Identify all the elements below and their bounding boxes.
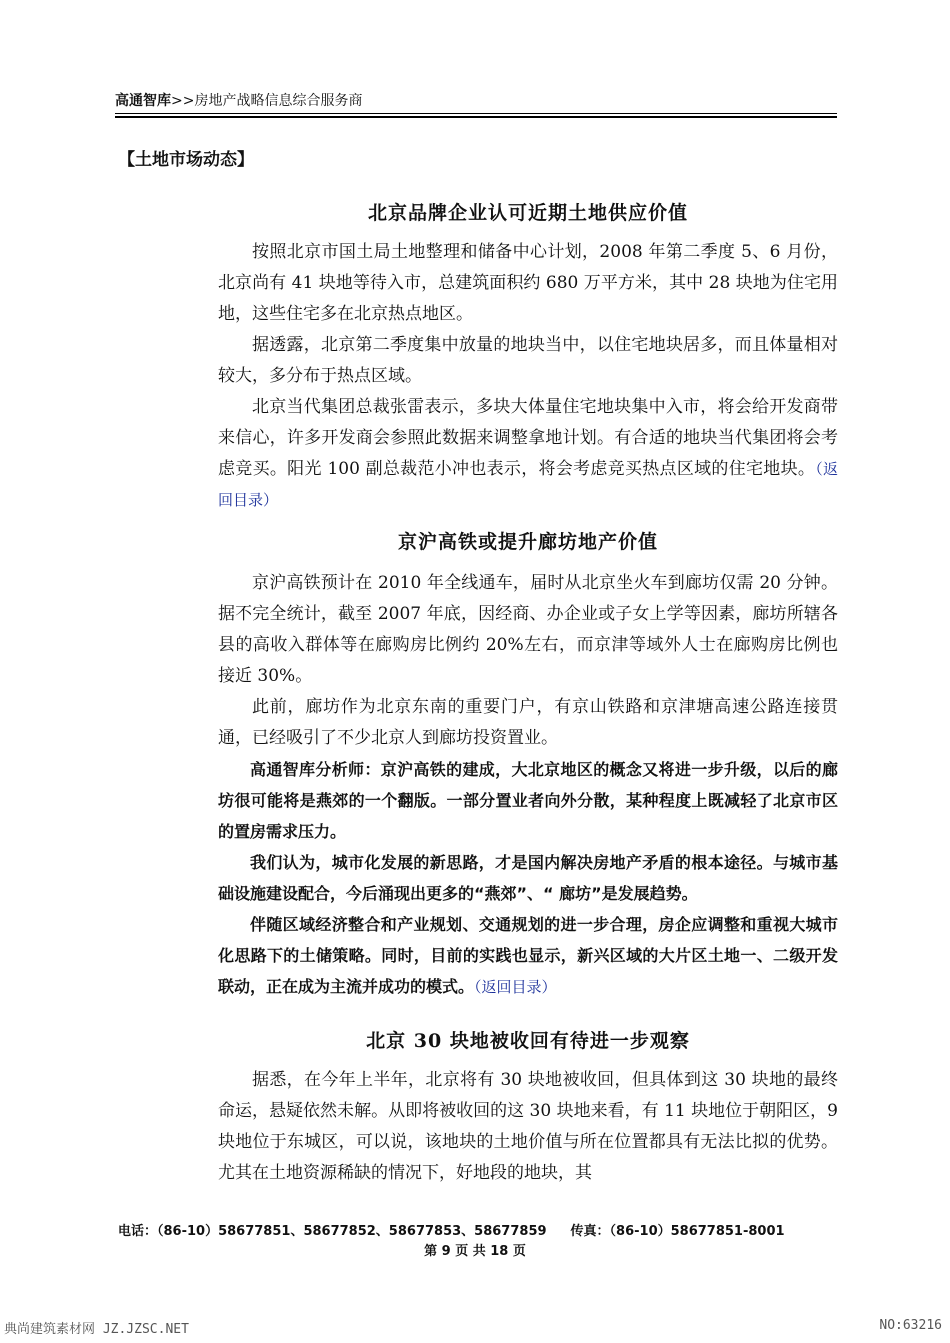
- header-tagline: >>房地产战略信息综合服务商: [171, 93, 363, 109]
- article-title: 北京 30 块地被收回有待进一步观察: [366, 1030, 690, 1052]
- back-to-toc-link[interactable]: （返回目录）: [474, 978, 557, 996]
- header-rule-thick: [115, 116, 837, 118]
- article-paragraph: 此前，廊坊作为北京东南的重要门户，有京山铁路和京津塘高速公路连接贯通，已经吸引了不少北京人到廊坊投资置业。: [218, 697, 838, 748]
- article-paragraph: 据悉，在今年上半年，北京将有 30 块地被收回，但具体到这 30 块地的最终命运，悬疑依然未解。从即将被收回的这 30 块地来看，有 11 块地位于朝阳区，9 块地位于东城区，可以说，该地块的土地价值与所在位置都具有无法比拟的优势。尤其在土地资源稀缺的情况下，好地段的地块，其: [218, 1070, 838, 1183]
- article-langfang-railway: [218, 527, 838, 1003]
- footer-phone: 电话：（86-10）58677851、58677852、58677853、58677859: [118, 1224, 547, 1239]
- article-30-plots: [218, 1026, 838, 1189]
- article-paragraph: [218, 392, 838, 516]
- watermark-site: 典尚建筑素材网 JZ.JZSC.NET: [4, 1322, 189, 1337]
- header-brand: 高通智库: [115, 93, 171, 109]
- article-paragraph: 据透露，北京第二季度集中放量的地块当中，以住宅地块居多，而且体量相对较大，多分布于热点区域。: [218, 335, 838, 386]
- analyst-paragraph: [218, 909, 838, 1003]
- analyst-paragraph: 高通智库分析师：京沪高铁的建成，大北京地区的概念又将进一步升级，以后的廊坊很可能将是燕郊的一个翻版。一部分置业者向外分散，某种程度上既减轻了北京市区的置房需求压力。: [218, 760, 838, 841]
- back-to-toc-link[interactable]: （返回目录）: [218, 460, 838, 509]
- paragraph-text: 北京当代集团总裁张雷表示，多块大体量住宅地块集中入市，将会给开发商带来信心，许多开发商会参照此数据来调整拿地计划。有合适的地块当代集团将会考虑竞买。阳光 100 副总裁范小冲也表示，将会考虑竞买热点区域的住宅地块。: [218, 397, 838, 479]
- article-paragraph: 按照北京市国土局土地整理和储备中心计划，2008 年第二季度 5、6 月份，北京尚有 41 块地等待入市，总建筑面积约 680 万平方米，其中 28 块地为住宅用地，这些住宅多在北京热点地区。: [218, 242, 838, 324]
- analyst-paragraph: 我们认为，城市化发展的新思路，才是国内解决房地产矛盾的根本途径。与城市基础设施建设配合，今后涌现出更多的“燕郊”、“ 廊坊”是发展趋势。: [218, 853, 838, 903]
- article-paragraph: 京沪高铁预计在 2010 年全线通车，届时从北京坐火车到廊坊仅需 20 分钟。据不完全统计，截至 2007 年底，因经商、办企业或子女上学等因素，廊坊所辖各县的高收入群体等在廊购房比例约 20%左右，而京津等域外人士在廊购房比例也接近 30%。: [218, 573, 838, 686]
- page-header: [115, 92, 837, 110]
- footer-fax: 传真：（86-10）58677851-8001: [570, 1224, 785, 1239]
- article-title: 北京品牌企业认可近期土地供应价值: [367, 202, 688, 224]
- article-title: 京沪高铁或提升廊坊地产价值: [397, 531, 658, 553]
- footer-contact: [118, 1220, 785, 1239]
- page-number: 第 9 页 共 18 页: [424, 1244, 526, 1259]
- section-label: 【土地市场动态】: [118, 150, 254, 170]
- article-brand-enterprise: [218, 198, 838, 516]
- header-rule: [115, 113, 837, 114]
- paragraph-text: 伴随区域经济整合和产业规划、交通规划的进一步合理，房企应调整和重视大城市化思路下的土储策略。同时，目前的实践也显示，新兴区域的大片区土地一、二级开发联动，正在成为主流并成功的模式。: [218, 915, 838, 996]
- watermark-id: NO:63216: [879, 1318, 942, 1333]
